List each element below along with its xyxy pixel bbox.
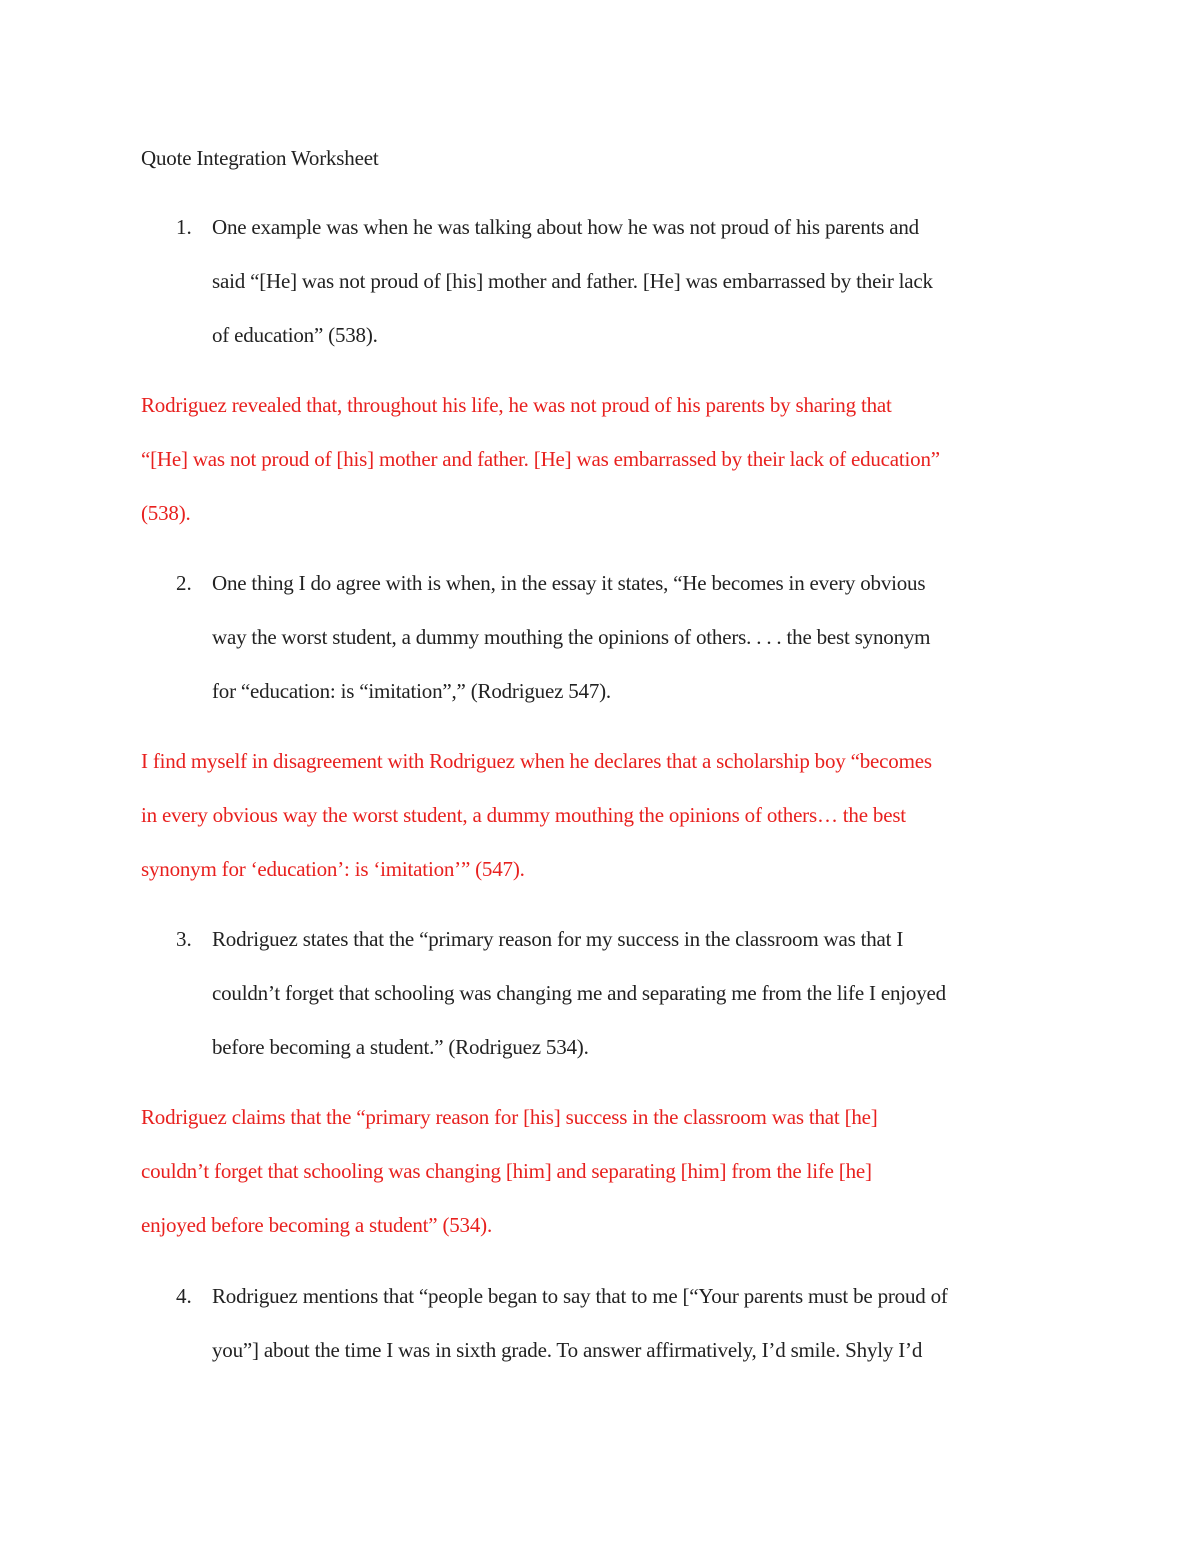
revision-line: synonym for ‘education’: is ‘imitation’” (547). [141, 857, 525, 881]
revision-line: Rodriguez revealed that, throughout his life, he was not proud of his parents by sharing that [141, 393, 892, 417]
item-number: 4. [176, 1284, 192, 1308]
item-text-line: Rodriguez states that the “primary reason for my success in the classroom was that I [212, 927, 904, 951]
revision-line: enjoyed before becoming a student” (534). [141, 1213, 493, 1237]
revision-line: couldn’t forget that schooling was changing [him] and separating [him] from the life [he] [141, 1159, 872, 1183]
revision-line: I find myself in disagreement with Rodriguez when he declares that a scholarship boy “becomes [141, 749, 932, 773]
revision-line: (538). [141, 501, 191, 525]
item-text-line: you”] about the time I was in sixth grade. To answer affirmatively, I’d smile. Shyly I’d [212, 1338, 923, 1362]
item-text-line: Rodriguez mentions that “people began to say that to me [“Your parents must be proud of [212, 1284, 948, 1308]
revision-line: in every obvious way the worst student, a dummy mouthing the opinions of others… the best [141, 803, 906, 827]
item-text-line: for “education: is “imitation”,” (Rodriguez 547). [212, 679, 611, 703]
document-title: Quote Integration Worksheet [141, 146, 379, 170]
item-text-line: way the worst student, a dummy mouthing the opinions of others. . . . the best synonym [212, 625, 931, 649]
item-number: 3. [176, 927, 192, 951]
item-text-line: One example was when he was talking about how he was not proud of his parents and [212, 215, 919, 239]
item-text-line: of education” (538). [212, 323, 378, 347]
item-text-line: said “[He] was not proud of [his] mother and father. [He] was embarrassed by their lack [212, 269, 933, 293]
item-text-line: couldn’t forget that schooling was changing me and separating me from the life I enjoyed [212, 981, 946, 1005]
revision-line: Rodriguez claims that the “primary reason for [his] success in the classroom was that [he] [141, 1105, 878, 1129]
item-text-line: One thing I do agree with is when, in the essay it states, “He becomes in every obvious [212, 571, 926, 595]
item-text-line: before becoming a student.” (Rodriguez 534). [212, 1035, 589, 1059]
item-number: 1. [176, 215, 192, 239]
revision-line: “[He] was not proud of [his] mother and father. [He] was embarrassed by their lack of education” [141, 447, 940, 471]
item-number: 2. [176, 571, 192, 595]
